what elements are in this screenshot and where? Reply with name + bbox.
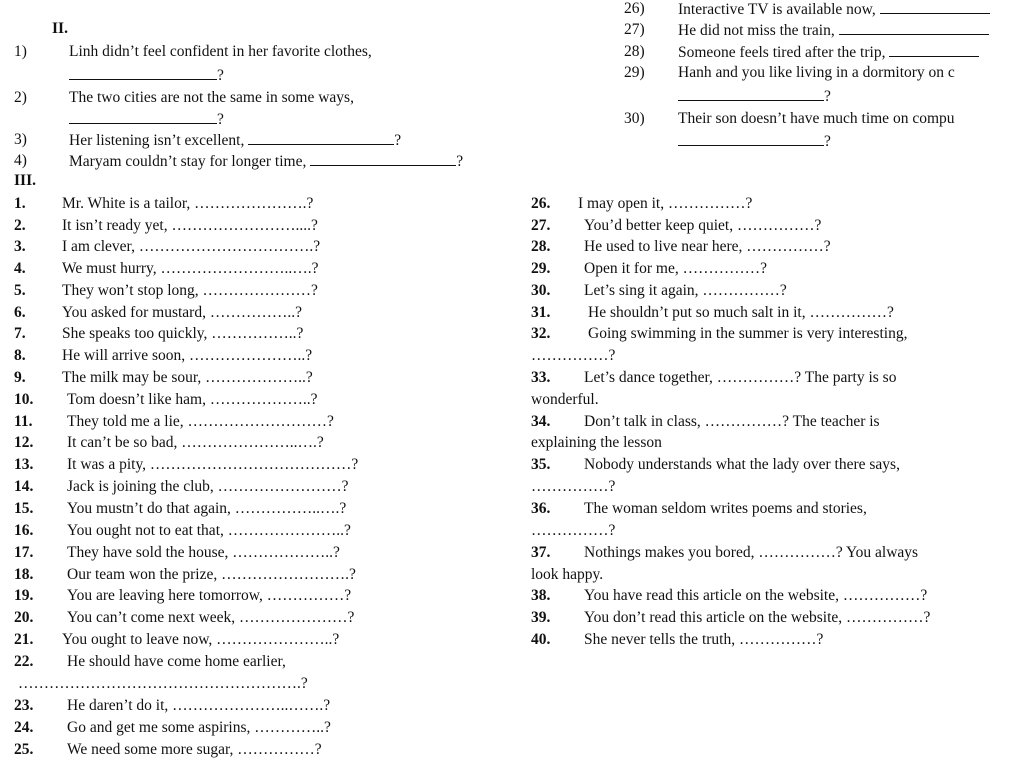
- ii-item-text: Linh didn’t feel confident in her favorite clothes,: [69, 43, 372, 60]
- iii-item-number: 37.: [531, 544, 551, 561]
- section-ii-heading: II.: [52, 20, 68, 37]
- iii-item-number: 28.: [531, 238, 551, 255]
- ii-answer-line: [69, 110, 224, 129]
- iii-item-number: 16.: [14, 522, 34, 539]
- iii-item-number: 6.: [14, 304, 26, 321]
- ii-right-number: 27): [624, 21, 645, 38]
- iii-item-continuation: look happy.: [531, 566, 604, 583]
- iii-item-number: 23.: [14, 697, 34, 714]
- iii-item-number: 20.: [14, 609, 34, 626]
- iii-item-text: He shouldn’t put so much salt in it, ……………?: [588, 304, 894, 321]
- ii-right-number: 26): [624, 0, 645, 17]
- iii-item-continuation: ……………………………………………….?: [18, 675, 308, 692]
- iii-item-text: You have read this article on the website, ……………?: [584, 587, 928, 604]
- iii-item-text: You asked for mustard, ……………..?: [62, 304, 302, 321]
- iii-item-number: 35.: [531, 456, 551, 473]
- ii-right-text: Their son doesn’t have much time on compu: [678, 110, 955, 127]
- iii-item-text: Mr. White is a tailor, ………………….?: [62, 195, 314, 212]
- iii-item-number: 31.: [531, 304, 551, 321]
- answer-blank[interactable]: [889, 43, 979, 57]
- iii-item-text: Jack is joining the club, ……………………?: [67, 478, 349, 495]
- iii-item-text: You’d better keep quiet, ……………?: [584, 217, 822, 234]
- iii-item-number: 32.: [531, 325, 551, 342]
- iii-item-number: 29.: [531, 260, 551, 277]
- iii-item-text: Going swimming in the summer is very interesting,: [588, 325, 908, 342]
- iii-item-number: 39.: [531, 609, 551, 626]
- iii-item-number: 40.: [531, 631, 551, 648]
- ii-right-text-with-blank: He did not miss the train,: [678, 21, 989, 40]
- iii-item-number: 24.: [14, 719, 34, 736]
- iii-item-number: 4.: [14, 260, 26, 277]
- iii-item-text: He will arrive soon, …………………..?: [62, 347, 313, 364]
- iii-item-text: You ought to leave now, …………………..?: [62, 631, 340, 648]
- ii-answer-line: [69, 66, 224, 85]
- iii-item-number: 14.: [14, 478, 34, 495]
- iii-item-text: You can’t come next week, …………………?: [67, 609, 355, 626]
- iii-item-number: 22.: [14, 653, 34, 670]
- ii-answer-line: ?: [678, 132, 831, 151]
- iii-item-text: She speaks too quickly, ……………..?: [62, 325, 304, 342]
- iii-item-text: He used to live near here, ……………?: [584, 238, 831, 255]
- answer-blank[interactable]: [69, 110, 217, 124]
- iii-item-text: Go and get me some aspirins, …………..?: [67, 719, 331, 736]
- iii-item-number: 19.: [14, 587, 34, 604]
- iii-item-text: We need some more sugar, ……………?: [67, 741, 322, 758]
- iii-item-continuation: ……………?: [531, 347, 616, 364]
- ii-right-number: 28): [624, 43, 645, 60]
- iii-item-number: 5.: [14, 282, 26, 299]
- iii-item-number: 9.: [14, 369, 26, 386]
- answer-blank[interactable]: [678, 87, 824, 101]
- section-iii-heading: III.: [14, 172, 36, 189]
- iii-item-text: I may open it, ……………?: [578, 195, 753, 212]
- iii-item-text: You ought not to eat that, …………………..?: [67, 522, 351, 539]
- iii-item-text: Let’s dance together, ……………? The party is so: [584, 369, 897, 386]
- iii-item-number: 3.: [14, 238, 26, 255]
- iii-item-text: They won’t stop long, …………………?: [62, 282, 318, 299]
- answer-blank[interactable]: [248, 131, 394, 145]
- ii-right-text-with-blank: Interactive TV is available now,: [678, 0, 990, 19]
- answer-blank[interactable]: [839, 21, 989, 35]
- answer-blank[interactable]: [880, 0, 990, 14]
- iii-item-number: 18.: [14, 566, 34, 583]
- iii-item-text: It isn’t ready yet, ……………………....?: [62, 217, 318, 234]
- iii-item-text: I am clever, …………………………….?: [62, 238, 321, 255]
- iii-item-number: 11.: [14, 413, 33, 430]
- ii-item-number: 2): [14, 89, 27, 106]
- ii-right-number: 29): [624, 64, 645, 81]
- answer-blank[interactable]: [678, 132, 824, 146]
- question-mark: ?: [217, 111, 224, 128]
- iii-item-text: Nothings makes you bored, ……………? You always: [584, 544, 919, 561]
- iii-item-number: 1.: [14, 195, 26, 212]
- iii-item-text: The milk may be sour, ………………..?: [62, 369, 313, 386]
- ii-item-text-with-blank: Her listening isn’t excellent, ?: [69, 132, 402, 149]
- ii-item-text: The two cities are not the same in some ways,: [69, 89, 354, 106]
- ii-right-text: Hanh and you like living in a dormitory on c: [678, 64, 955, 81]
- iii-item-number: 27.: [531, 217, 551, 234]
- iii-item-text: It was a pity, …………………………………?: [67, 456, 359, 473]
- iii-item-number: 21.: [14, 631, 34, 648]
- iii-item-number: 38.: [531, 587, 551, 604]
- iii-item-number: 7.: [14, 325, 26, 342]
- answer-blank[interactable]: [69, 66, 217, 80]
- iii-item-text: Don’t talk in class, ……………? The teacher is: [584, 413, 880, 430]
- ii-item-number: 1): [14, 43, 27, 60]
- iii-item-number: 12.: [14, 434, 34, 451]
- iii-item-text: You don’t read this article on the website, ……………?: [584, 609, 931, 626]
- iii-item-number: 13.: [14, 456, 34, 473]
- iii-item-text: They have sold the house, ………………..?: [67, 544, 340, 561]
- iii-item-text: It can’t be so bad, …………………..….?: [67, 434, 324, 451]
- iii-item-continuation: wonderful.: [531, 391, 599, 408]
- ii-item-text-with-blank: Maryam couldn’t stay for longer time, ?: [69, 153, 464, 170]
- iii-item-text: She never tells the truth, ……………?: [584, 631, 824, 648]
- question-mark: ?: [217, 67, 224, 84]
- iii-item-text: Our team won the prize, …………………….?: [67, 566, 356, 583]
- ii-item-number: 4): [14, 152, 27, 169]
- iii-item-text: We must hurry, ……………………..….?: [62, 260, 319, 277]
- iii-item-text: Let’s sing it again, ……………?: [584, 282, 787, 299]
- iii-item-text: He daren’t do it, …………………..…….?: [67, 697, 331, 714]
- iii-item-number: 26.: [531, 195, 551, 212]
- iii-item-number: 25.: [14, 741, 34, 758]
- iii-item-continuation: ……………?: [531, 478, 616, 495]
- iii-item-number: 8.: [14, 347, 26, 364]
- iii-item-text: He should have come home earlier,: [67, 653, 286, 670]
- iii-item-number: 34.: [531, 413, 551, 430]
- ii-right-text-with-blank: Someone feels tired after the trip,: [678, 43, 979, 62]
- iii-item-text: Tom doesn’t like ham, ………………..?: [67, 391, 318, 408]
- iii-item-number: 36.: [531, 500, 551, 517]
- iii-item-number: 2.: [14, 217, 26, 234]
- iii-item-text: The woman seldom writes poems and stories,: [584, 500, 867, 517]
- ii-answer-line: ?: [678, 87, 831, 106]
- ii-item-number: 3): [14, 131, 27, 148]
- iii-item-number: 30.: [531, 282, 551, 299]
- iii-item-text: You are leaving here tomorrow, ……………?: [67, 587, 352, 604]
- iii-item-number: 10.: [14, 391, 34, 408]
- answer-blank[interactable]: [310, 152, 456, 166]
- iii-item-text: You mustn’t do that again, ……………..….?: [67, 500, 347, 517]
- iii-item-number: 15.: [14, 500, 34, 517]
- iii-item-number: 17.: [14, 544, 34, 561]
- ii-right-number: 30): [624, 110, 645, 127]
- iii-item-text: Open it for me, ……………?: [584, 260, 767, 277]
- iii-item-number: 33.: [531, 369, 551, 386]
- iii-item-continuation: ……………?: [531, 522, 616, 539]
- iii-item-text: Nobody understands what the lady over there says,: [584, 456, 900, 473]
- iii-item-text: They told me a lie, ………………………?: [67, 413, 334, 430]
- iii-item-continuation: explaining the lesson: [531, 434, 662, 451]
